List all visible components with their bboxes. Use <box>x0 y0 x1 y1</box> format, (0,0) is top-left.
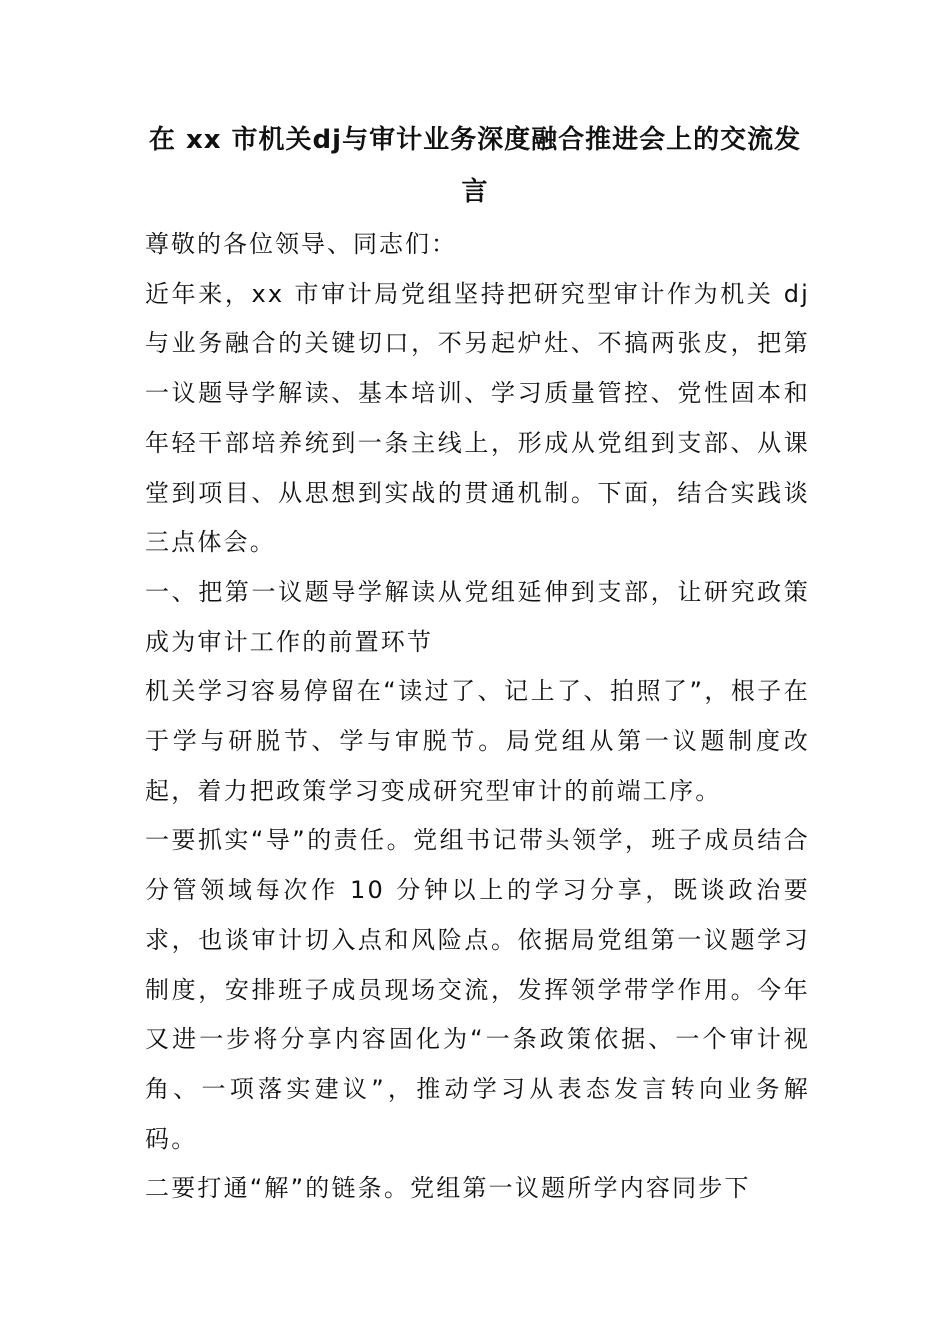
salutation: 尊敬的各位领导、同志们： <box>145 230 457 258</box>
document-body <box>145 220 810 1214</box>
document-title: 在 xx 市机关dj与审计业务深度融合推进会上的交流发言 <box>148 125 802 207</box>
paragraph-point-2: 二要打通“解”的链条。党组第一议题所学内容同步下 <box>145 1174 751 1203</box>
paragraph-intro: 近年来，xx 市审计局党组坚持把研究型审计作为机关 dj 与业务融合的关键切口，不另起炉灶、不搞两张皮，把第一议题导学解读、基本培训、学习质量管控、党性固本和年轻干部培养统到一条主线上，形成从党组到支部、从课堂到项目、从思想到实战的贯通机制。下面，结合实践谈三点体会。 <box>145 279 810 557</box>
paragraph-section-1: 机关学习容易停留在“读过了、记上了、拍照了”，根子在于学与研脱节、学与审脱节。局党组从第一议题制度改起，着力把政策学习变成研究型审计的前端工序。 <box>145 677 810 805</box>
section-heading-1: 一、把第一议题导学解读从党组延伸到支部，让研究政策成为审计工作的前置环节 <box>145 577 810 656</box>
paragraph-point-1: 一要抓实“导”的责任。党组书记带头领学，班子成员结合分管领域每次作 10 分钟以上的学习分享，既谈政治要求，也谈审计切入点和风险点。依据局党组第一议题学习制度，安排班子成员现场交流，发挥领学带学作用。今年又进一步将分享内容固化为“一条政策依据、一个审计视角、一项落实建议”，推动学习从表态发言转向业务解码。 <box>145 826 810 1153</box>
